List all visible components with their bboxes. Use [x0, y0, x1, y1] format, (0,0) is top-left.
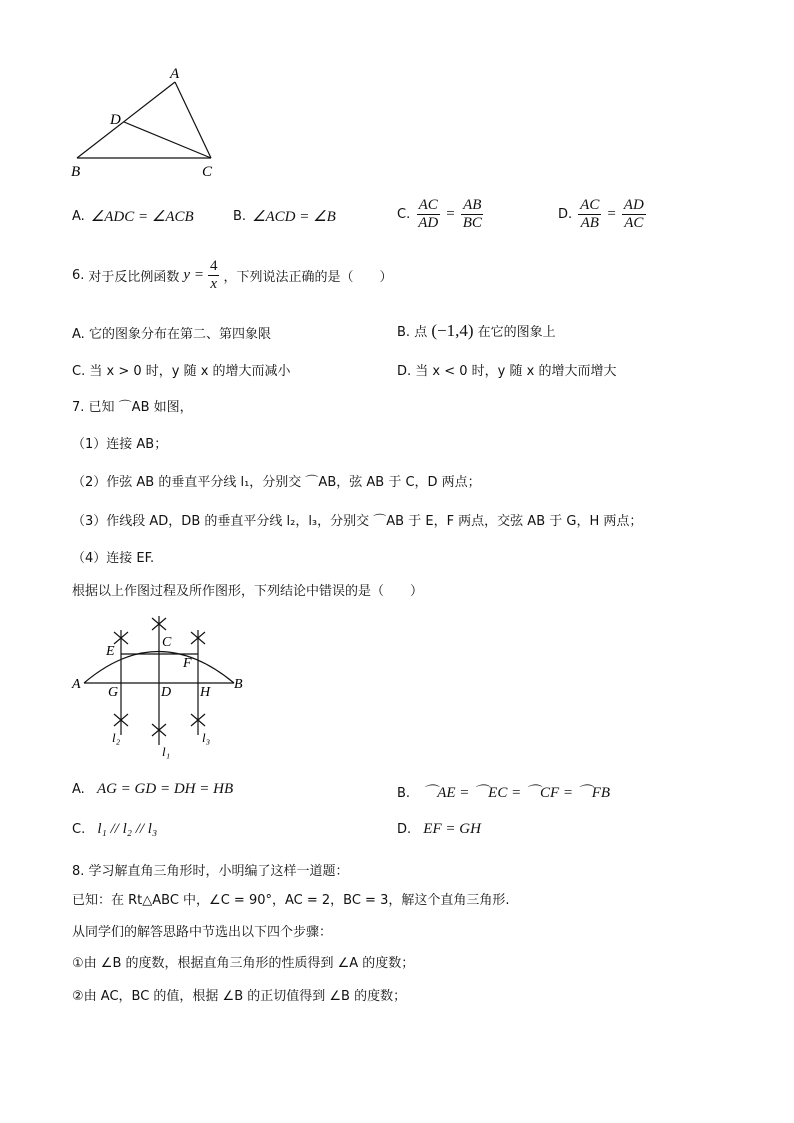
- option-text: ∠ADC = ∠ACB: [90, 209, 194, 225]
- q8-stem: [72, 860, 349, 879]
- option-letter: B.: [233, 209, 247, 224]
- q6-stem: [72, 258, 392, 294]
- q7-stem-text: 已知 ⌒AB 如图，: [88, 400, 193, 415]
- fraction-ac-ad: $\frac{AC}{AD}$: [418, 197, 439, 232]
- q6-stem-tail: ，下列说法正确的是（ ）: [223, 270, 393, 286]
- q7-option-d[interactable]: [397, 821, 481, 838]
- q5-option-c[interactable]: [397, 197, 484, 233]
- q7-stem: [72, 396, 193, 415]
- label-c: C: [162, 635, 172, 650]
- q8-stem-text: 学习解直角三角形时，小明编了这样一道题：: [88, 864, 349, 879]
- function-lhs: y =: [183, 267, 204, 284]
- option-letter: B.: [397, 325, 411, 340]
- q5-option-a[interactable]: [72, 207, 194, 226]
- label-b: B: [234, 677, 243, 692]
- q8-step-2: ②由 AC，BC 的值，根据 ∠B 的正切值得到 ∠B 的度数；: [72, 989, 407, 1004]
- option-letter: A.: [72, 209, 85, 224]
- q7-step-3: （3）作线段 AD，DB 的垂直平分线 l₂，l₃，分别交 ⌒AB 于 E，F 两点，交弦 AB 于 G，H 两点；: [72, 514, 643, 529]
- option-text: 当 x > 0 时，y 随 x 的增大而减小: [89, 364, 291, 379]
- option-letter: C.: [72, 364, 86, 379]
- option-text: EF = GH: [423, 821, 481, 837]
- q7-option-b[interactable]: [397, 781, 610, 802]
- segment-dc: [124, 122, 211, 158]
- q7-step-4: （4）连接 EF.: [72, 551, 155, 566]
- q7-step-1: （1）连接 AB；: [72, 437, 168, 452]
- side-ab: [77, 82, 175, 158]
- option-letter: A.: [72, 327, 85, 342]
- label-f: F: [183, 656, 192, 671]
- q5-option-d[interactable]: [558, 197, 646, 233]
- fraction-ac-ab: $\frac{AC}{AB}$: [580, 197, 600, 232]
- q8-intro: 从同学们的解答思路中节选出以下四个步骤：: [72, 925, 333, 940]
- q5-option-b[interactable]: [233, 207, 336, 226]
- q7-step-2: （2）作弦 AB 的垂直平分线 l₁，分别交 ⌒AB，弦 AB 于 C，D 两点；: [72, 475, 481, 490]
- q7-option-a[interactable]: [72, 781, 233, 798]
- fraction-ab-bc: $\frac{AB}{BC}$: [462, 197, 482, 232]
- label-d: D: [161, 685, 172, 700]
- q6-stem-text: 对于反比例函数: [88, 270, 180, 286]
- label-a: A: [170, 66, 180, 82]
- label-g: G: [108, 685, 119, 700]
- label-l2: l₂: [112, 730, 121, 745]
- point-coordinates: (−1,4): [431, 321, 474, 340]
- option-text: ∠ACD = ∠B: [252, 209, 336, 225]
- q8-given: 已知：在 Rt△ABC 中，∠C = 90°，AC = 2，BC = 3，解这个直角三角形.: [72, 893, 510, 908]
- option-letter: C.: [397, 207, 411, 223]
- label-h: H: [200, 685, 211, 700]
- option-text: AG = GD = DH = HB: [96, 781, 234, 797]
- option-letter: C.: [72, 822, 86, 837]
- option-text: l₁ // l₂ // l₃: [97, 821, 158, 837]
- option-letter: D.: [397, 364, 412, 379]
- option-letter: A.: [72, 782, 85, 797]
- label-c: C: [202, 164, 213, 180]
- label-d: D: [110, 112, 121, 128]
- function-fraction: $\frac{4}{x}$: [209, 258, 218, 293]
- option-text: ⌒AE = ⌒EC = ⌒CF = ⌒FB: [422, 785, 611, 801]
- triangle-figure: [60, 60, 230, 185]
- option-text: 点: [414, 325, 428, 340]
- q7-option-c[interactable]: [72, 821, 157, 838]
- equals-sign: =: [607, 206, 616, 223]
- q7-question: 根据以上作图过程及所作图形，下列结论中错误的是（ ）: [72, 584, 424, 599]
- option-text: 当 x < 0 时，y 随 x 的增大而增大: [415, 364, 617, 379]
- arc-construction-figure: [66, 610, 256, 760]
- option-letter: B.: [397, 786, 411, 801]
- label-b: B: [71, 164, 81, 180]
- question-number: 8.: [72, 864, 85, 879]
- q6-option-a[interactable]: [72, 323, 271, 342]
- label-l1: l₁: [162, 744, 171, 759]
- label-a: A: [72, 677, 81, 692]
- q6-option-d[interactable]: [397, 360, 616, 379]
- question-number: 6.: [72, 268, 85, 284]
- equals-sign: =: [446, 206, 455, 223]
- option-letter: D.: [558, 207, 573, 223]
- label-l3: l₃: [202, 730, 211, 745]
- label-e: E: [106, 644, 115, 659]
- side-ac: [175, 82, 211, 158]
- option-letter: D.: [397, 822, 412, 837]
- fraction-ad-ac: $\frac{AD}{AC}$: [623, 197, 644, 232]
- question-number: 7.: [72, 400, 85, 415]
- option-text: 它的图象分布在第二、第四象限: [88, 327, 271, 342]
- option-text-tail: 在它的图象上: [477, 325, 556, 340]
- q8-step-1: ①由 ∠B 的度数，根据直角三角形的性质得到 ∠A 的度数；: [72, 956, 415, 971]
- q6-option-b[interactable]: [397, 321, 556, 341]
- q6-option-c[interactable]: [72, 360, 291, 379]
